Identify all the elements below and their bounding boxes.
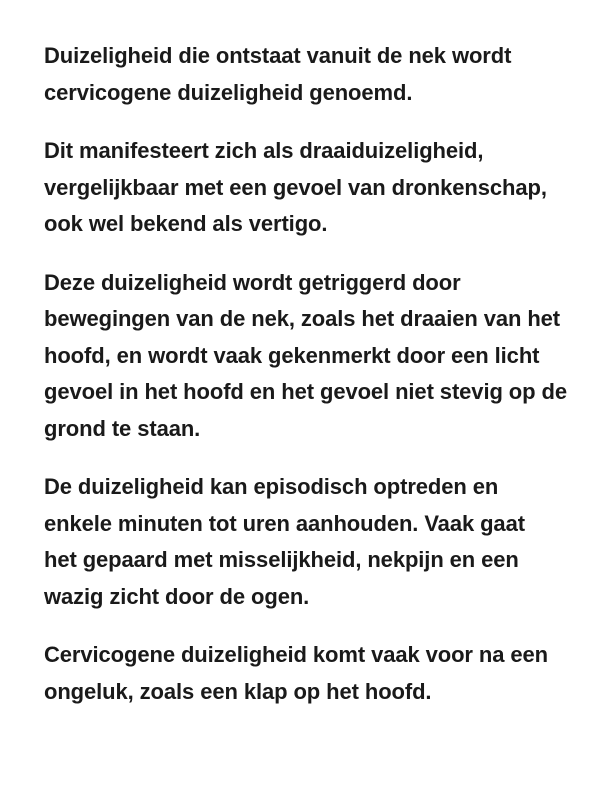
paragraph-4 [44,469,584,615]
paragraph-5 [44,637,584,710]
text-line: De duizeligheid kan episodisch optreden en [44,474,499,499]
text-line: ook wel bekend als vertigo. [44,211,328,236]
text-line: Cervicogene duizeligheid komt vaak voor na een [44,642,549,667]
text-line: Deze duizeligheid wordt getriggerd door [44,269,461,295]
text-line: grond te staan. [44,415,201,441]
text-line: enkele minuten tot uren aanhouden. Vaak gaat [44,510,525,536]
text-line: cervicogene duizeligheid genoemd. [44,79,413,105]
text-line: het gepaard met misselijkheid, nekpijn en een [44,547,519,572]
article-body [44,38,584,732]
text-line: hoofd, en wordt vaak gekenmerkt door een licht [44,342,540,368]
paragraph-2 [44,133,584,243]
text-line: ongeluk, zoals een klap op het hoofd. [44,678,432,704]
text-line: bewegingen van de nek, zoals het draaien van het [44,306,561,331]
paragraph-1 [44,38,584,111]
text-line: Duizeligheid die ontstaat vanuit de nek wordt [44,43,512,68]
text-line: Dit manifesteert zich als draaiduizeligheid, [44,138,484,163]
paragraph-3 [44,265,584,448]
text-line: vergelijkbaar met een gevoel van dronkenschap, [44,174,547,200]
text-line: wazig zicht door de ogen. [44,583,310,609]
text-line: gevoel in het hoofd en het gevoel niet stevig op de [44,379,567,404]
